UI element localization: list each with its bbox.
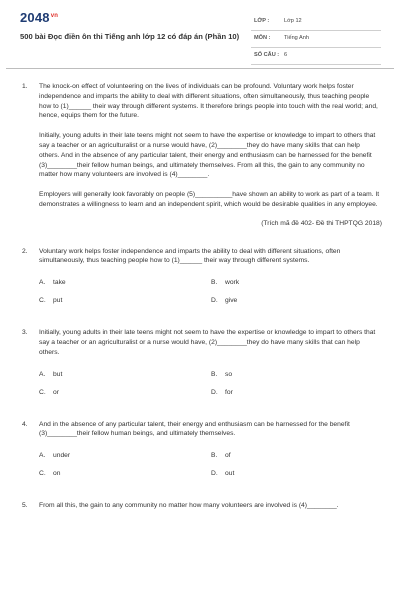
options-row <box>39 370 382 388</box>
question-stem: Initially, young adults in their late teens might not seem to have the expertise or knowledge to impart to others that say a teacher or an agriculturalist or a nurse would have, (2)________they do have many skills that can help others. <box>39 329 376 356</box>
options-row <box>39 296 382 314</box>
option-d[interactable] <box>211 296 237 306</box>
options-row <box>39 451 382 469</box>
page-header <box>0 0 400 66</box>
option-letter: B. <box>211 279 218 287</box>
reading-passage <box>22 82 382 229</box>
meta-key: SỐ CÂU : <box>254 52 280 58</box>
question-3 <box>22 328 382 357</box>
option-text: so <box>225 370 233 378</box>
option-b[interactable] <box>211 278 239 288</box>
question-4 <box>22 420 382 440</box>
question-5 <box>22 501 382 511</box>
options-row <box>39 388 382 406</box>
option-d[interactable] <box>211 469 234 479</box>
meta-value: Tiếng Anh <box>284 35 309 41</box>
option-b[interactable] <box>211 370 232 380</box>
option-letter: A. <box>39 279 46 287</box>
option-c[interactable] <box>39 296 62 306</box>
option-text: on <box>53 470 61 478</box>
passage-source: (Trích mã đề 402- Đề thi THPTQG 2018) <box>261 219 382 227</box>
options-row <box>39 278 382 296</box>
option-letter: D. <box>211 297 218 305</box>
option-text: of <box>225 452 231 460</box>
passage-paragraph: Initially, young adults in their late teens might not seem to have the expertise or knowledge to impart to others that say a teacher or an agriculturalist or a nurse would have, (2)________they do have many skills that can help others. And in the absence of any particular talent, their energy and enthusiasm can be harnessed for the benefit (3)________their fellow human beings, and ultimately themselves. From all this, the gain to any community no matter how many volunteers are involved is (4)________. <box>39 132 376 179</box>
header-divider <box>6 68 394 69</box>
option-letter: D. <box>211 470 218 478</box>
meta-key: LỚP : <box>254 18 270 24</box>
option-letter: A. <box>39 370 46 378</box>
option-letter: B. <box>211 452 218 460</box>
question-number: 4. <box>22 420 28 428</box>
option-text: under <box>53 452 71 460</box>
meta-row-subject <box>251 31 381 48</box>
question-number: 5. <box>22 502 28 510</box>
site-logo[interactable] <box>20 10 58 25</box>
option-letter: B. <box>211 370 218 378</box>
question-stem: Voluntary work helps foster independence and imparts the ability to deal with different situations, often simultaneously, thus teaching people how to (1)______ their way through different systems. <box>39 247 341 265</box>
option-text: give <box>225 297 238 305</box>
document-title: 500 bài Đọc điền ôn thi Tiếng anh lớp 12 có đáp án (Phần 10) <box>20 32 240 41</box>
option-letter: C. <box>39 297 46 305</box>
option-c[interactable] <box>39 469 60 479</box>
document-body <box>22 82 382 511</box>
option-letter: C. <box>39 388 46 396</box>
meta-row-count <box>251 48 381 65</box>
option-letter: A. <box>39 452 46 460</box>
option-d[interactable] <box>211 388 233 398</box>
option-letter: D. <box>211 388 218 396</box>
option-a[interactable] <box>39 370 62 380</box>
meta-table <box>251 14 381 65</box>
question-number: 2. <box>22 247 28 255</box>
logo-number: 2048 <box>20 10 50 25</box>
option-text: work <box>225 279 240 287</box>
meta-key: MÔN : <box>254 35 271 41</box>
logo-suffix: vn <box>50 12 59 19</box>
passage-paragraph: The knock-on effect of volunteering on the lives of individuals can be profound. Voluntary work helps foster independence and imparts the ability to deal with different situations, often simultaneously, thus teaching people how to (1)______ their way through different systems. It therefore brings people into touch with the real world; and, hence, equips them for the future. <box>39 83 378 120</box>
option-b[interactable] <box>211 451 231 461</box>
passage-paragraph: Employers will generally look favorably on people (5)__________have shown an ability to work as part of a team. It demonstrates a willingness to learn and an independent spirit, which would be desirable qualities in any employee. <box>39 191 380 208</box>
meta-row-class <box>251 14 381 31</box>
option-text: or <box>53 388 59 396</box>
question-number: 3. <box>22 329 28 337</box>
question-2 <box>22 247 382 267</box>
question-number: 1. <box>22 83 28 90</box>
question-stem: From all this, the gain to any community no matter how many volunteers are involved is (4)________. <box>39 502 339 510</box>
question-stem: And in the absence of any particular talent, their energy and enthusiasm can be harnessed for the benefit (3)________their fellow human beings, and ultimately themselves. <box>39 420 350 438</box>
option-text: but <box>53 370 63 378</box>
meta-value: Lớp 12 <box>284 18 302 24</box>
option-a[interactable] <box>39 451 70 461</box>
option-a[interactable] <box>39 278 66 288</box>
option-text: put <box>53 297 63 305</box>
option-letter: C. <box>39 470 46 478</box>
option-text: take <box>53 279 66 287</box>
option-text: for <box>225 388 233 396</box>
option-c[interactable] <box>39 388 59 398</box>
option-text: out <box>225 470 235 478</box>
options-row <box>39 469 382 487</box>
meta-value: 6 <box>284 52 288 58</box>
